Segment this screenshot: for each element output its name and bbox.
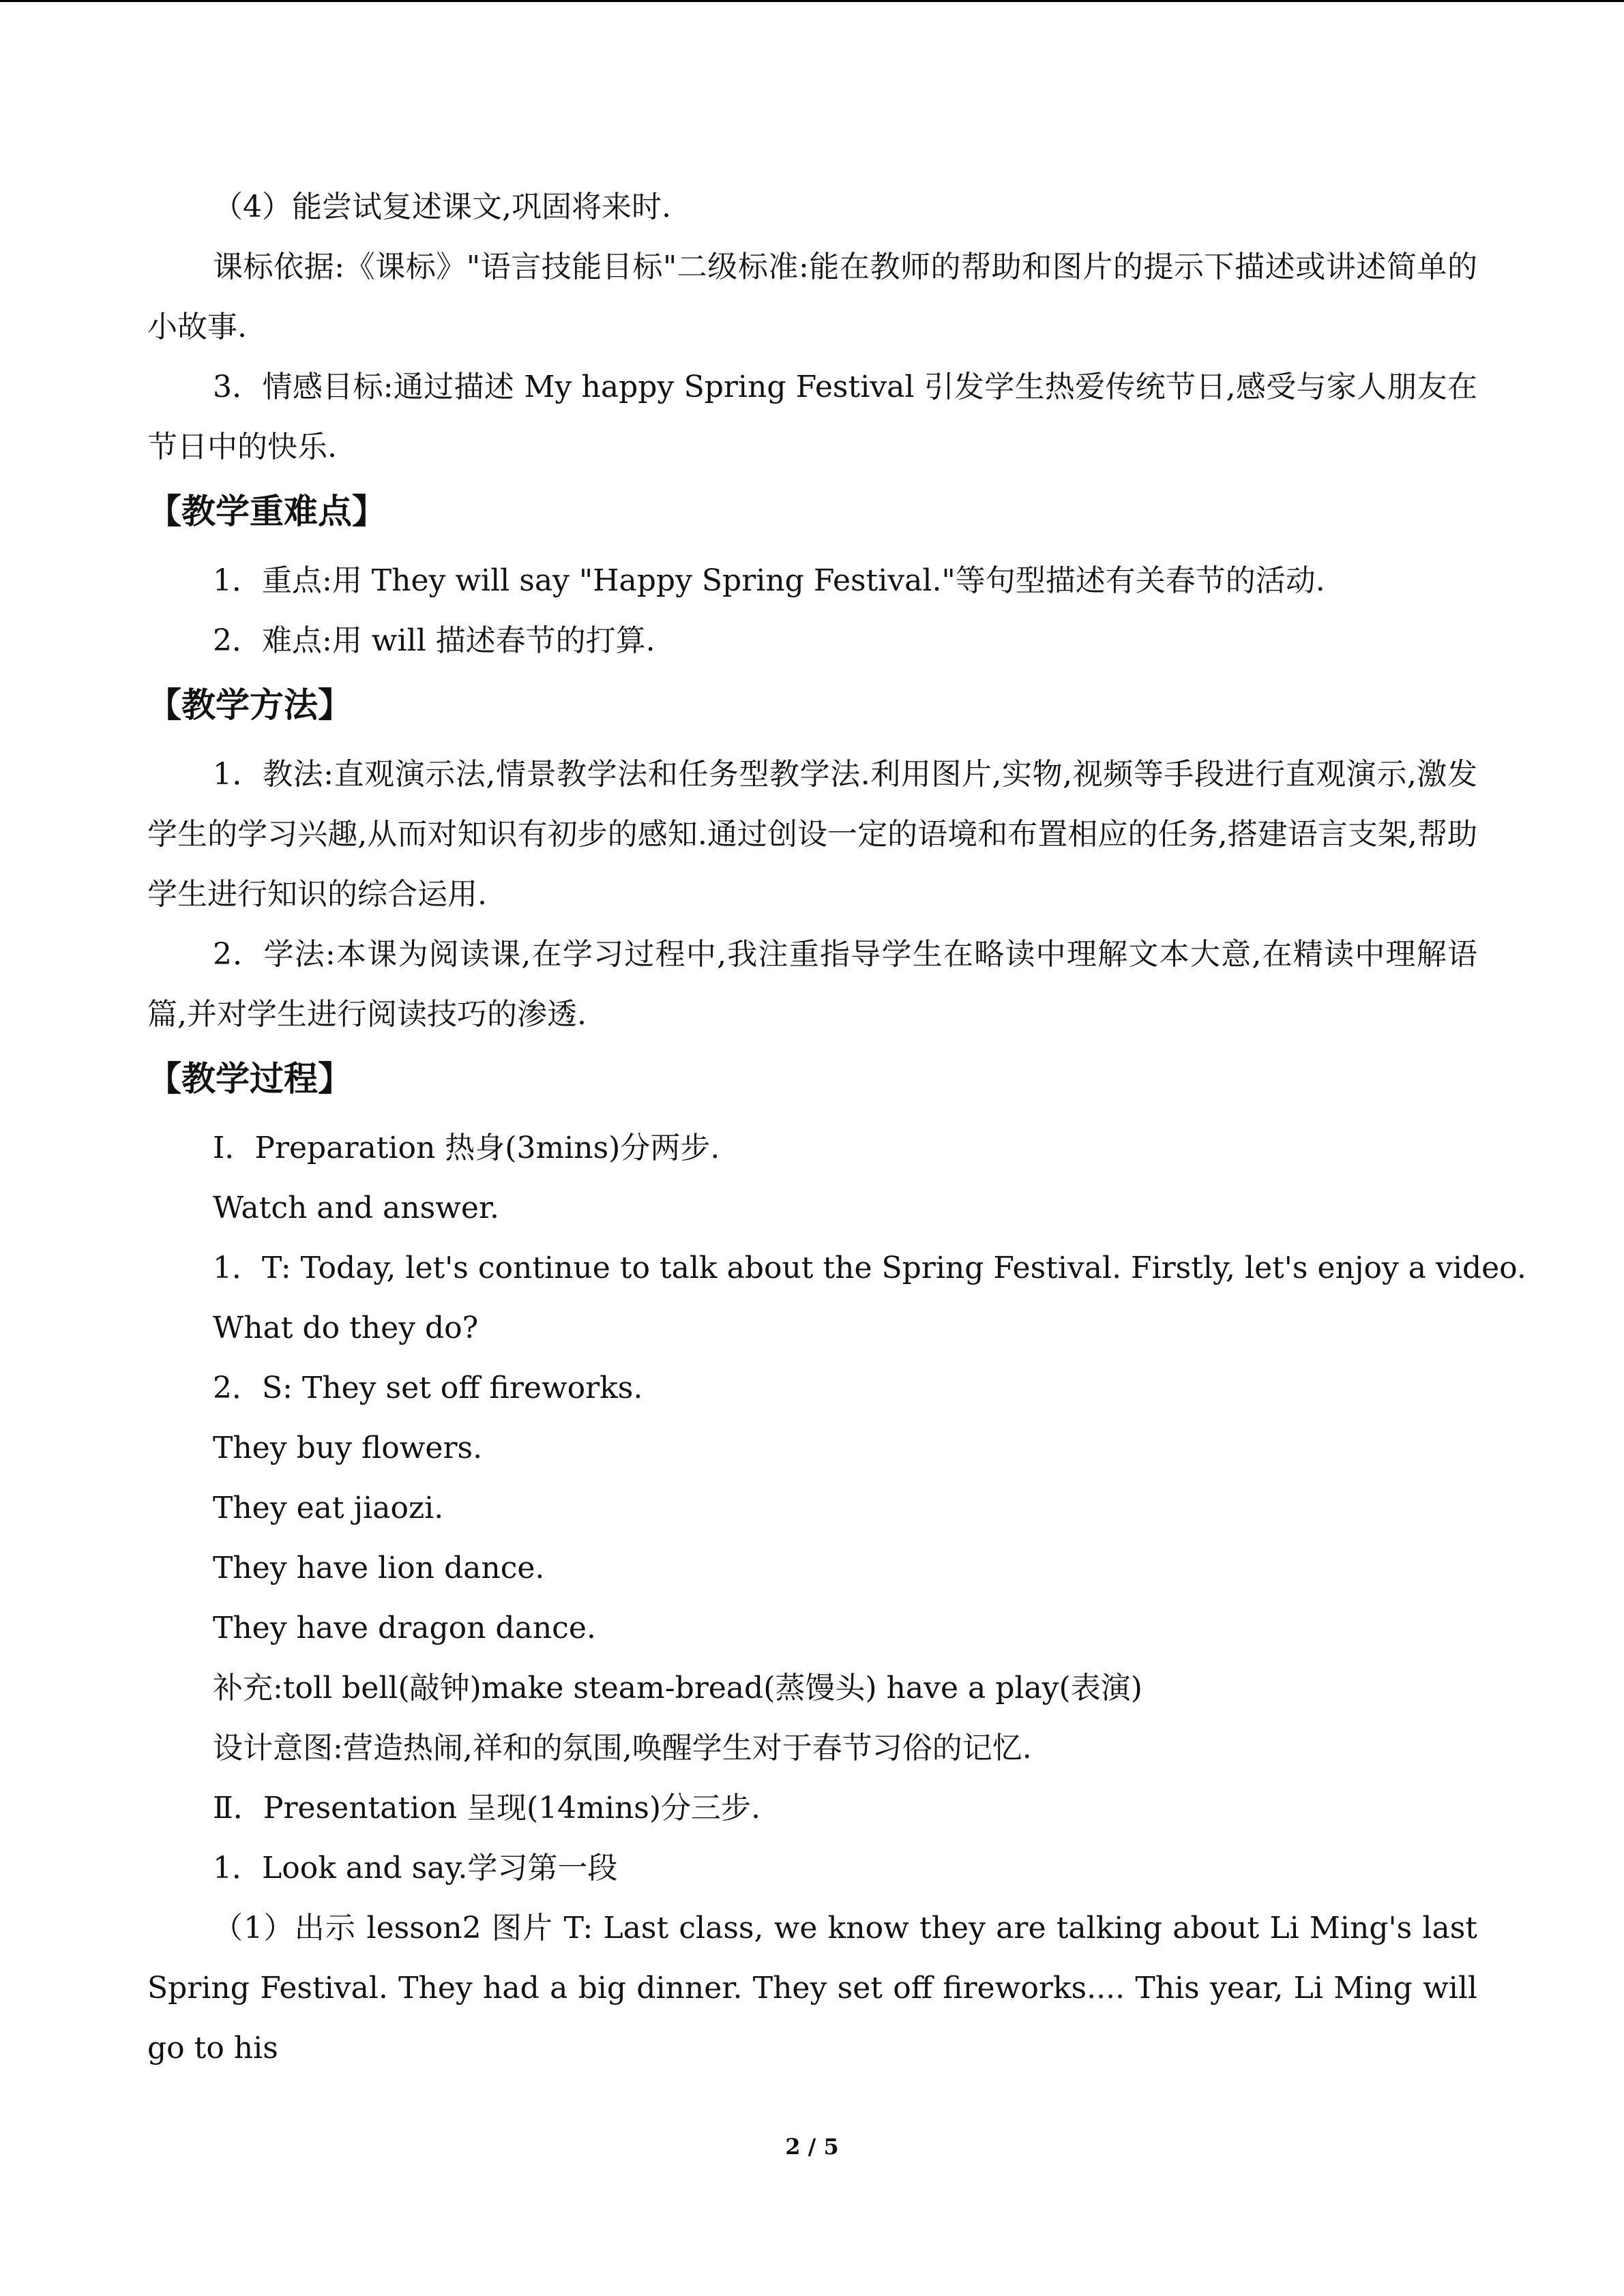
paragraph: 1．T: Today, let's continue to talk about the Spring Festival. Firstly, let's enjoy a video. (213, 1251, 1526, 1285)
paragraph: Ⅰ．Preparation 热身(3mins)分两步. (213, 1131, 720, 1165)
paragraph: Watch and answer. (213, 1191, 500, 1225)
section-heading: 【教学过程】 (147, 1059, 352, 1099)
paragraph: 设计意图:营造热闹,祥和的氛围,唤醒学生对于春节习俗的记忆. (213, 1731, 1032, 1765)
paragraph: They buy flowers. (213, 1431, 483, 1465)
paragraph: What do they do? (213, 1311, 479, 1345)
top-border-line (0, 0, 1624, 2)
heading-spacer (147, 546, 1477, 551)
paragraph: They eat jiaozi. (213, 1491, 444, 1525)
paragraph: 1．教法:直观演示法,情景教学法和任务型教学法.利用图片,实物,视频等手段进行直观演示,激发学生的学习兴趣,从而对知识有初步的感知.通过创设一定的语境和布置相应的任务,搭建语言支架,帮助学生进行知识的综合运用. (147, 757, 1477, 912)
paragraph: 3．情感目标:通过描述 My happy Spring Festival 引发学生热爱传统节日,感受与家人朋友在节日中的快乐. (147, 370, 1477, 464)
heading-spacer (147, 739, 1477, 745)
paragraph: 2．难点:用 will 描述春节的打算. (213, 623, 655, 658)
section-heading: 【教学重难点】 (147, 492, 386, 531)
paragraph: 补充:toll bell(敲钟)make steam-bread(蒸馒头) have a play(表演) (213, 1671, 1142, 1705)
paragraph: 2．学法:本课为阅读课,在学习过程中,我注重指导学生在略读中理解文本大意,在精读中理解语篇,并对学生进行阅读技巧的渗透. (147, 937, 1477, 1032)
paragraph: They have lion dance. (213, 1551, 545, 1585)
paragraph: 课标依据:《课标》"语言技能目标"二级标准:能在教师的帮助和图片的提示下描述或讲述简单的小故事. (147, 250, 1477, 344)
paragraph: 1．重点:用 They will say "Happy Spring Festival."等句型描述有关春节的活动. (213, 563, 1325, 598)
page-number: 2 / 5 (785, 2134, 839, 2160)
paragraph: （4）能尝试复述课文,巩固将来时. (213, 190, 671, 224)
paragraph: 1．Look and say.学习第一段 (213, 1851, 618, 1885)
paragraph: 2．S: They set off fireworks. (213, 1371, 643, 1405)
paragraph: （1）出示 lesson2 图片 T: Last class, we know they are talking about Li Ming's last Spring Festival. They had a big dinner. They set off fireworks.... This year, Li Ming will go to his (147, 1911, 1477, 2066)
heading-spacer (147, 1113, 1477, 1118)
paragraph: They have dragon dance. (213, 1611, 596, 1645)
paragraph: Ⅱ．Presentation 呈现(14mins)分三步. (213, 1791, 761, 1825)
section-heading: 【教学方法】 (147, 685, 352, 725)
document-body (147, 177, 1526, 2078)
